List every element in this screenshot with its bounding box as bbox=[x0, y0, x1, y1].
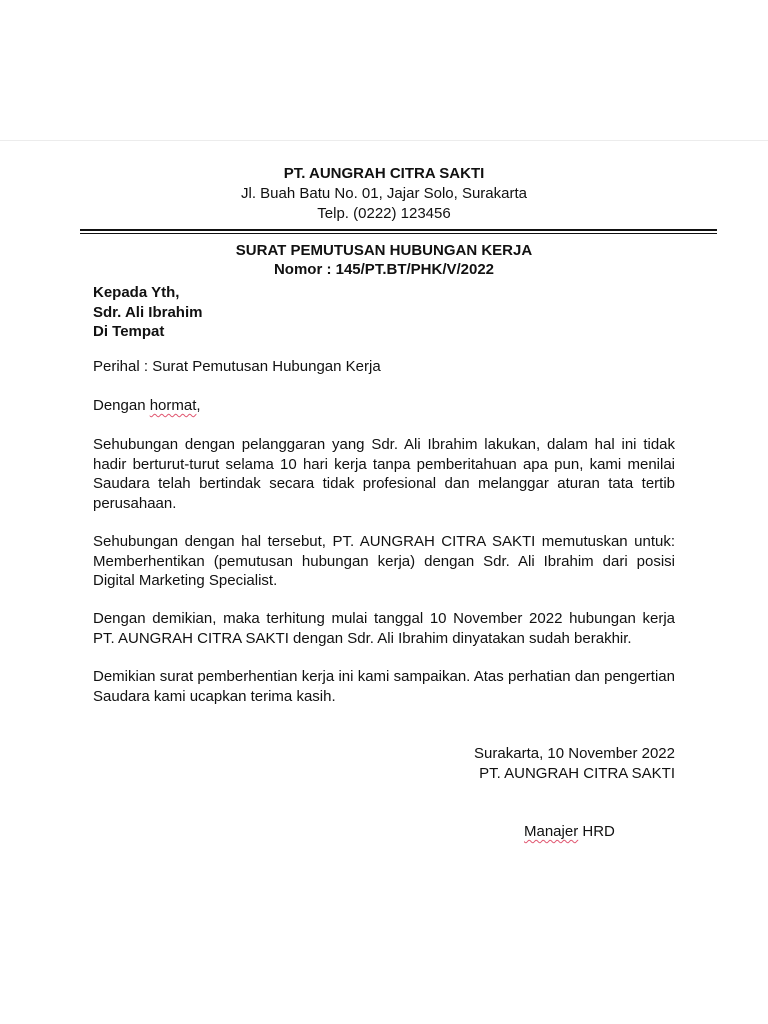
greeting-prefix: Dengan bbox=[93, 397, 150, 414]
recipient-location: Di Tempat bbox=[93, 323, 165, 340]
letterhead-rule-thick bbox=[80, 229, 717, 231]
signature-title bbox=[524, 822, 615, 842]
letterhead-company: PT. AUNGRAH CITRA SAKTI bbox=[283, 165, 485, 182]
signature-block bbox=[380, 744, 675, 783]
paragraph-closing: Demikian surat pemberhentian kerja ini kami sampaikan. Atas perhatian dan pengertian Saudara kami ucapkan terima kasih. bbox=[93, 668, 675, 705]
greeting bbox=[93, 396, 675, 416]
letter-title-block bbox=[0, 241, 768, 279]
signature-manager-suffix: HRD bbox=[578, 823, 615, 840]
greeting-word: hormat bbox=[149, 397, 197, 414]
letterhead-phone: Telp. (0222) 123456 bbox=[317, 205, 451, 222]
letter-page bbox=[0, 141, 768, 1024]
signature-place-date: Surakarta, 10 November 2022 bbox=[474, 745, 675, 762]
recipient-block bbox=[93, 283, 675, 342]
letterhead bbox=[0, 164, 768, 224]
paragraph-effective-date: Dengan demikian, maka terhitung mulai tanggal 10 November 2022 hubungan kerja PT. AUNGRAH CITRA SAKTI dengan Sdr. Ali Ibrahim dinyatakan sudah berakhir. bbox=[93, 610, 675, 647]
letterhead-rule-thin bbox=[80, 233, 717, 234]
letter-title: SURAT PEMUTUSAN HUBUNGAN KERJA bbox=[235, 242, 533, 259]
paragraph-decision: Sehubungan dengan hal tersebut, PT. AUNGRAH CITRA SAKTI memutuskan untuk: Memberhentikan (pemutusan hubungan kerja) dengan Sdr. Ali Ibrahim dari posisi Digital Marketing Specialist. bbox=[93, 533, 675, 589]
signature-manager-word: Manajer bbox=[524, 823, 579, 840]
signature-company: PT. AUNGRAH CITRA SAKTI bbox=[479, 764, 675, 782]
recipient-name: Sdr. Ali Ibrahim bbox=[93, 303, 203, 321]
greeting-suffix: , bbox=[196, 397, 201, 414]
subject-line: Perihal : Surat Pemutusan Hubungan Kerja bbox=[93, 358, 381, 375]
paragraph-violation: Sehubungan dengan pelanggaran yang Sdr. Ali Ibrahim lakukan, dalam hal ini tidak hadir berturut-turut selama 10 hari kerja tanpa pemberitahuan apa pun, kami menilai Saudara telah bertindak secara tidak profesional dan melanggar aturan tata tertib perusahaan. bbox=[93, 436, 675, 512]
letterhead-address: Jl. Buah Batu No. 01, Jajar Solo, Surakarta bbox=[241, 185, 527, 202]
viewer-top-margin bbox=[0, 0, 768, 140]
recipient-salutation: Kepada Yth, bbox=[93, 284, 180, 301]
letter-number: Nomor : 145/PT.BT/PHK/V/2022 bbox=[273, 261, 495, 278]
